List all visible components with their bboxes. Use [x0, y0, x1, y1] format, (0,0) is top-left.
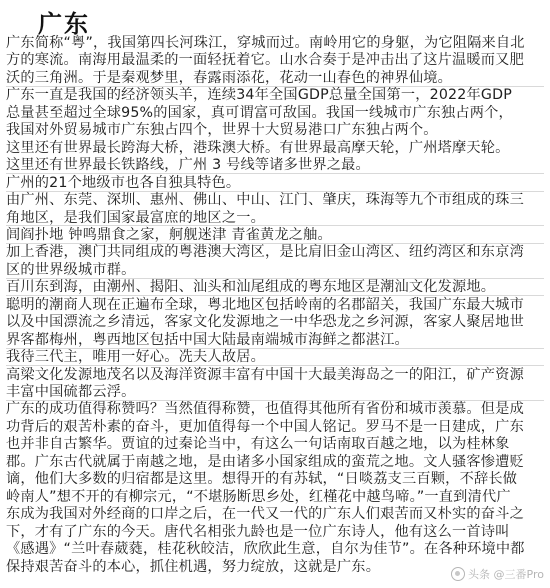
watermark-text: 头条 @三番Pro — [468, 568, 544, 581]
body-line: 这里还有世界最长跨海大桥，港珠澳大桥。有世界最高摩天轮，广州塔摩天轮。 — [6, 139, 510, 156]
body-line: 区的世界级城市群。 — [6, 261, 136, 278]
body-line: 闾阎扑地 钟鸣鼎食之家，舸舰迷津 青雀黄龙之舳。 — [6, 226, 332, 243]
body-line: 功背后的艰苦朴素的奋斗，更加值得每一个中国人铭记。罗马不是一日建成，广东 — [6, 418, 524, 435]
body-line: 我待三代主，唯用一好心。冼夫人故居。 — [6, 349, 265, 366]
body-line: 加上香港，澳门共同组成的粤港澳大湾区，是比肩旧金山湾区、纽约湾区和东京湾 — [6, 244, 524, 261]
body-line: 总量甚至超过全球95%的国家，真可谓富可敌国。我国一线城市广东独占两个， — [6, 104, 513, 121]
body-line: 角地区，是我们国家最富庶的地区之一。 — [6, 209, 265, 226]
body-line: 广东的成功值得称赞吗？当然值得称赞，也值得其他所有省份和城市羡慕。但是成 — [6, 401, 524, 418]
watermark — [451, 566, 544, 582]
body-line: 谪，他们大多数的归宿都是这里。想得开的有苏轼，“日啖荔支三百颗，不辞长做 — [6, 471, 518, 488]
body-line: 广东一直是我国的经济领头羊，连续34年全国GDP总量全国第一，2022年GDP — [6, 87, 512, 104]
body-line: 保持艰苦奋斗的本心，抓住机遇，努力绽放，这就是广东。 — [6, 558, 381, 575]
body-line: 广州的21个地级市也各自独具特色。 — [6, 174, 241, 191]
body-line: 东成为我国对外经商的口岸之后，在一代又一代的广东人们艰苦而又朴实的奋斗之 — [6, 506, 524, 523]
body-line: 丰富中国硫都云浮。 — [6, 384, 136, 400]
body-line: 由广州、东莞、深圳、惠州、佛山、中山、江门、肇庆，珠海等九个市组成的珠三 — [6, 192, 524, 209]
body-line: 这里还有世界最长铁路线，广州 3 号线等诸多世界之最。 — [6, 157, 370, 174]
body-line: 沃的三角洲。于是秦观梦里，春露雨添花，花动一山春色的神界仙境。 — [6, 69, 453, 86]
body-line: 聪明的潮商人现在正遍布全球，粤北地区包括岭南的名郡韶关，我国广东最大城市 — [6, 296, 524, 313]
body-line: 方的寒流。南海用最温柔的一面轻抚着它。山水合奏于是冲击出了这片温暖而又肥 — [6, 52, 524, 69]
body-line: 广东简称“粤”，我国第四长河珠江，穿城而过。南岭用它的身躯，为它阻隔来自北 — [6, 35, 525, 51]
body-line: 下，才有了广东的今天。唐代名相张九龄也是一位广东诗人，他有这么一首诗叫 — [6, 523, 510, 540]
body-line: 《感遇》“兰叶春葳蕤，桂花秋皎洁，欣欣此生意，自尔为佳节”。在各种环境中都 — [6, 541, 525, 558]
article-title: 广东 — [38, 10, 90, 38]
body-line: 百川东到海，由潮州、揭阳、汕头和汕尾组成的粤东地区是潮汕文化发源地。 — [6, 279, 496, 296]
body-line: 高梁文化发源地茂名以及海洋资源丰富有中国十大最美海岛之一的阳江，矿产资源 — [6, 366, 524, 383]
body-line: 郡。广东古代就属于南越之地，是由诸多小国家组成的蛮荒之地。文人骚客惨遭贬 — [6, 453, 524, 470]
body-line: 我国对外贸易城市广东独占四个，世界十大贸易港口广东独占两个。 — [6, 122, 438, 139]
watermark-logo-icon — [451, 567, 465, 581]
body-line: 岭南人”想不开的有柳宗元，“不堪肠断思乡处，红槿花中越鸟啼。”一直到清代广 — [6, 488, 511, 505]
body-line: 界客都梅州，粤西地区包括中国大陆最南端城市海鲜之都湛江。 — [6, 331, 409, 348]
body-line: 以及中国漂流之乡清远，客家文化发源地之一中华恐龙之乡河源，客家人聚居地世 — [6, 314, 524, 331]
body-line: 也并非自古繁华。贾谊的过秦论当中，有这么一句话南取百越之地，以为桂林象 — [6, 436, 510, 453]
